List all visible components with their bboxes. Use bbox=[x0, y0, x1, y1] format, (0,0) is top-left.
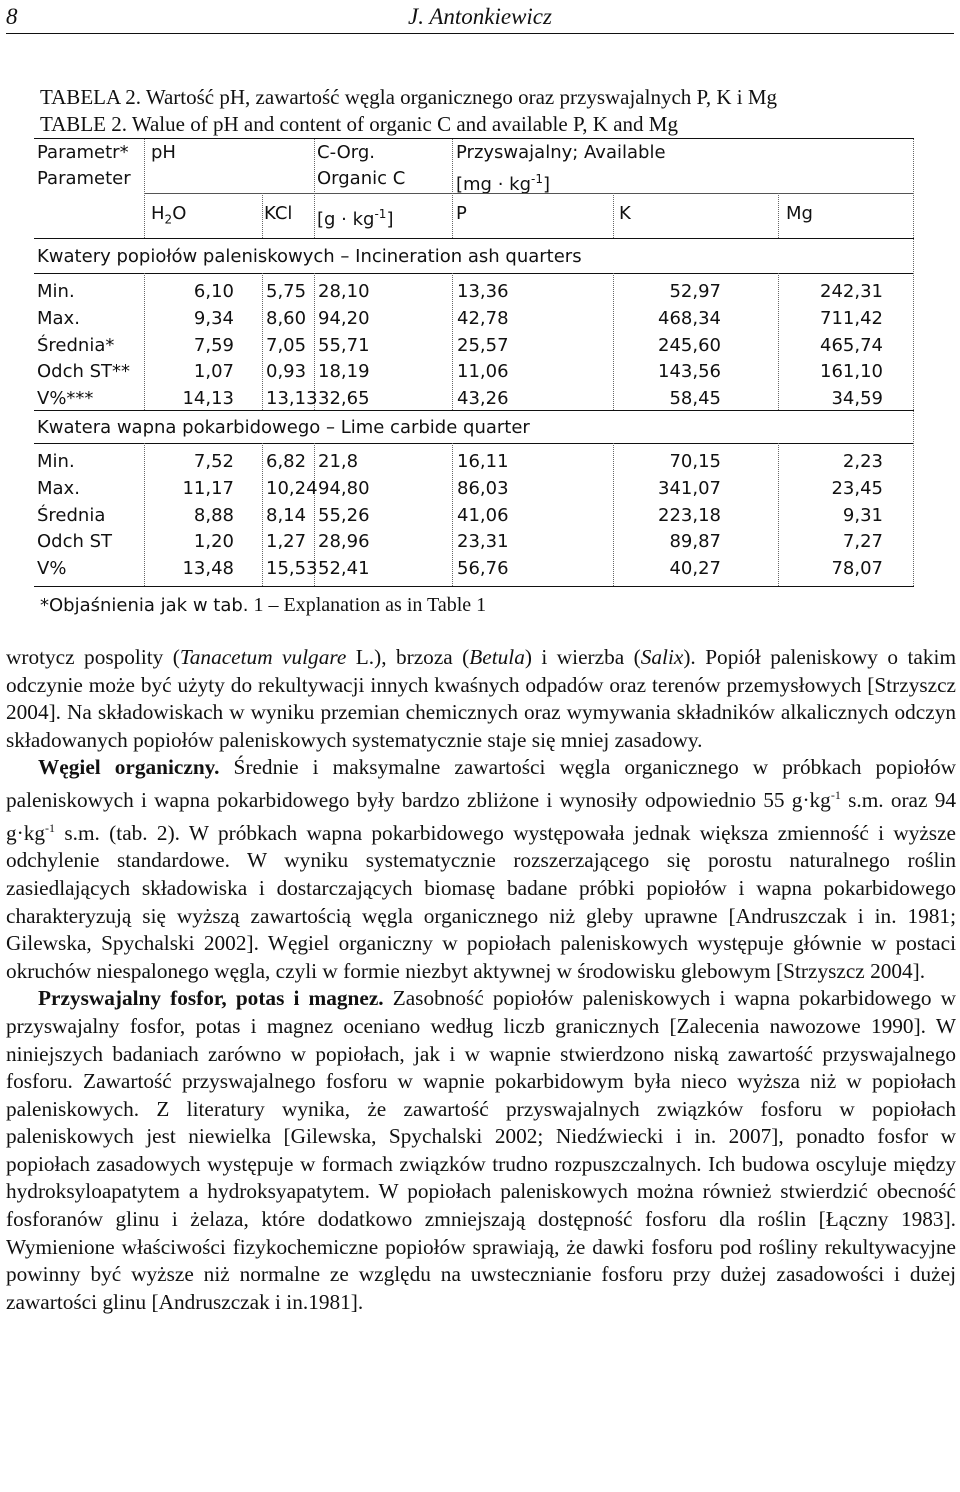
paragraph: Węgiel organiczny. Średnie i maksymalne zawartości węgla organicznego w próbkach popiołów paleniskowych i wapna pokarbidowego były bardzo zbliżone i wynosiły odpowiednio 55 $g\cdot kg^{-1}$ s.m. oraz 94 $g\cdot kg^{-1}$ s.m. (tab. 2). W próbkach wapna pokarbidowego występowała jednak większa zmienność i wyższe odchylenie standardowe. W wyniku systematycznie rozszerzającego się porostu naturalnego roślin zasiedlających składowiska i dostarczających biomasę badane próbki popiołów i wapna pokarbidowego charakteryzują się wyższą zawartością węgla organicznego niż gleby uprawne [Andruszczak i in. 1981; Gilewska, Spychalski 2002]. Węgiel organiczny w popiołach paleniskowych występuje głównie w postaci okruchów niespalonego węgla, czyli w formie niezbyt aktywnej w środowisku glebowym [Strzyszcz 2004]. bbox=[6, 755, 956, 983]
header-subrule bbox=[144, 193, 914, 194]
header-available: Przyswajalny; Available bbox=[456, 142, 666, 163]
table-cell: 78,07 bbox=[831, 558, 883, 580]
table-caption-pl: TABELA 2. Wartość pH, zawartość węgla organicznego oraz przyswajalnych P, K i Mg bbox=[40, 85, 778, 109]
table-cell: 2,23 bbox=[842, 451, 883, 472]
table-cell: 1,20 bbox=[193, 531, 234, 553]
table-footnote: *Objaśnienia jak w tab. 1 – Explanation as in Table 1 bbox=[40, 594, 487, 616]
table-cell: 56,76 bbox=[457, 558, 509, 580]
table-cell: 7,59 bbox=[193, 334, 234, 356]
table-cell: 161,10 bbox=[820, 361, 883, 383]
table-cell: 6,82 bbox=[266, 451, 307, 472]
table-cell: 223,18 bbox=[658, 504, 721, 526]
table-cell: 1,07 bbox=[193, 361, 234, 383]
table-cell: 94,20 bbox=[318, 307, 370, 329]
table-cell: 7,05 bbox=[266, 334, 307, 356]
table-cell: 0,93 bbox=[266, 361, 307, 383]
table-cell: 242,31 bbox=[820, 281, 883, 302]
header-parameter: Parameter bbox=[37, 168, 131, 189]
col-divider bbox=[613, 193, 614, 238]
header-corg: C-Org. bbox=[317, 142, 375, 163]
table-cell: 8,14 bbox=[266, 504, 307, 526]
header-rule bbox=[6, 33, 954, 34]
section-2-rule bbox=[34, 443, 914, 444]
table-cell: 1,27 bbox=[266, 531, 307, 553]
table-cell: 52,97 bbox=[669, 281, 721, 302]
table-cell: 13,13 bbox=[266, 388, 318, 410]
table-cell: 7,27 bbox=[842, 531, 883, 553]
table-cell: 16,11 bbox=[457, 451, 509, 472]
table-cell: 18,19 bbox=[318, 361, 370, 383]
header-k: K bbox=[619, 203, 631, 224]
table-cell: 28,96 bbox=[318, 531, 370, 553]
page-number: 8 bbox=[6, 4, 18, 29]
table-cell: 43,26 bbox=[457, 388, 509, 410]
col-divider bbox=[778, 193, 779, 238]
table-cell: 55,71 bbox=[318, 334, 370, 356]
table-cell: 465,74 bbox=[820, 334, 883, 356]
header-kcl: KCl bbox=[264, 203, 293, 224]
table-cell: 711,42 bbox=[820, 307, 883, 329]
table-cell: 34,59 bbox=[831, 388, 883, 410]
section-title: Kwatera wapna pokarbidowego – Lime carbide quarter bbox=[37, 417, 530, 438]
paragraph-heading: Węgiel organiczny. bbox=[38, 755, 220, 780]
row-label: Średnia* bbox=[37, 334, 115, 356]
table-cell: 8,60 bbox=[266, 307, 307, 329]
data-table bbox=[34, 138, 914, 587]
table-cell: 55,26 bbox=[318, 504, 370, 526]
col-divider bbox=[262, 443, 263, 586]
running-author: J. Antonkiewicz bbox=[408, 4, 552, 29]
row-label: Min. bbox=[37, 451, 75, 472]
table-caption-en: TABLE 2. Walue of pH and content of organic C and available P, K and Mg bbox=[40, 112, 678, 136]
col-divider bbox=[144, 139, 145, 238]
table-cell: 13,36 bbox=[457, 281, 509, 302]
col-divider bbox=[452, 273, 453, 410]
row-label: V%*** bbox=[37, 388, 94, 410]
header-available-unit: $[mg \cdot kg^{-1}]$ bbox=[456, 172, 550, 195]
table-cell: 40,27 bbox=[669, 558, 721, 580]
running-header bbox=[0, 2, 960, 36]
table-cell: 11,17 bbox=[182, 477, 234, 499]
table-cell: 9,34 bbox=[193, 307, 234, 329]
col-divider bbox=[452, 443, 453, 586]
table-cell: 11,06 bbox=[457, 361, 509, 383]
table-cell: 9,31 bbox=[842, 504, 883, 526]
table-cell: 58,45 bbox=[669, 388, 721, 410]
header-bottom-rule bbox=[34, 238, 914, 239]
table-cell: 42,78 bbox=[457, 307, 509, 329]
header-parametr: Parametr* bbox=[37, 142, 129, 163]
header-ph: pH bbox=[151, 142, 176, 163]
row-label: Min. bbox=[37, 281, 75, 302]
row-label: Max. bbox=[37, 307, 80, 329]
header-p: P bbox=[456, 203, 467, 224]
table-cell: 5,75 bbox=[266, 281, 307, 302]
table-cell: 89,87 bbox=[669, 531, 721, 553]
table-cell: 23,31 bbox=[457, 531, 509, 553]
table-cell: 94,80 bbox=[318, 477, 370, 499]
table-cell: 23,45 bbox=[831, 477, 883, 499]
body-text bbox=[6, 644, 956, 1316]
paragraph: wrotycz pospolity (Tanacetum vulgare L.), brzoza (Betula) i wierzba (Salix). Popiół paleniskowy o takim odczynie może być użyty do rekultywacji innych kwaśnych odpadów oraz terenów przemysłowych [Strzyszcz 2004]. Na składowiskach w wyniku przemian chemicznych oraz wymywania składników alkalicznych odczyn składowanych popiołów paleniskowych systematycznie staje się mniej zasadowy. bbox=[6, 645, 957, 752]
section-title: Kwatery popiołów paleniskowych – Incineration ash quarters bbox=[37, 246, 582, 267]
paragraph-heading: Przyswajalny fosfor, potas i magnez. bbox=[38, 986, 384, 1011]
section-1-rule bbox=[34, 273, 914, 274]
header-corg-unit: $[g \cdot kg^{-1}]$ bbox=[317, 207, 394, 230]
table-cell: 41,06 bbox=[457, 504, 509, 526]
table-cell: 341,07 bbox=[658, 477, 721, 499]
header-organic-c: Organic C bbox=[317, 168, 406, 189]
table-cell: 245,60 bbox=[658, 334, 721, 356]
table-cell: 70,15 bbox=[669, 451, 721, 472]
col-divider bbox=[262, 273, 263, 410]
table-cell: 8,88 bbox=[193, 504, 234, 526]
table-cell: 10,24 bbox=[266, 477, 318, 499]
table-cell: 52,41 bbox=[318, 558, 370, 580]
col-divider bbox=[314, 139, 315, 238]
table-cell: 21,8 bbox=[318, 451, 359, 472]
row-label: Odch ST** bbox=[37, 361, 131, 383]
table-cell: 143,56 bbox=[658, 361, 721, 383]
table-cell: 6,10 bbox=[193, 281, 234, 302]
row-label: Max. bbox=[37, 477, 80, 499]
table-cell: 28,10 bbox=[318, 281, 370, 302]
table-cell: 7,52 bbox=[193, 451, 234, 472]
row-label: V% bbox=[37, 558, 67, 580]
table-cell: 32,65 bbox=[318, 388, 370, 410]
table-cell: 15,53 bbox=[266, 558, 318, 580]
header-h2o: $H_2O$ bbox=[151, 203, 187, 227]
table-cell: 14,13 bbox=[182, 388, 234, 410]
header-mg: Mg bbox=[786, 203, 813, 224]
row-label: Odch ST bbox=[37, 531, 113, 553]
table-cell: 13,48 bbox=[182, 558, 234, 580]
col-divider bbox=[452, 139, 453, 238]
right-border bbox=[913, 139, 914, 586]
table-cell: 25,57 bbox=[457, 334, 509, 356]
row-label: Średnia bbox=[37, 504, 106, 526]
paragraph: Przyswajalny fosfor, potas i magnez. Zasobność popiołów paleniskowych i wapna pokarbidowego w przyswajalny fosfor, potas i magnez oceniano według liczb granicznych [Zalecenia nawozowe 1990]. W niniejszych badaniach zarówno w popiołach, jak i w wapnie stwierdzono niską zawartość przyswajalnego fosforu. Zawartość przyswajalnego fosforu w wapnie pokarbidowym była nieco wyższa niż w popiołach paleniskowych. Z literatury wynika, że zawartość przyswajalnych związków fosforu w popiołach paleniskowych jest niewielka [Gilewska, Spychalski 2002; Niedźwiecki i in. 2007], ponadto fosfor w popiołach zasadowych występuje w formach związków trudno rozpuszczalnych. Ich budowa oscyluje między hydroksyloapatytem a hydroksyapatytem. W popiołach paleniskowych można również stwierdzić obecność fosforanów glinu i żelaza, które dodatkowo zmniejszają dostępność fosforu dla roślin [Łączny 1983]. Wymienione właściwości fizykochemiczne popiołów sprawiają, że dawki fosforu pod rośliny rekultywacyjne powinny być wyższe niż normalne ze względu na uwstecznianie fosforu przy dużej zasadowości i dużej zawartości glinu [Andruszczak i in.1981]. bbox=[6, 986, 957, 1314]
table-cell: 468,34 bbox=[658, 307, 721, 329]
table-cell: 86,03 bbox=[457, 477, 509, 499]
col-divider bbox=[262, 193, 263, 238]
